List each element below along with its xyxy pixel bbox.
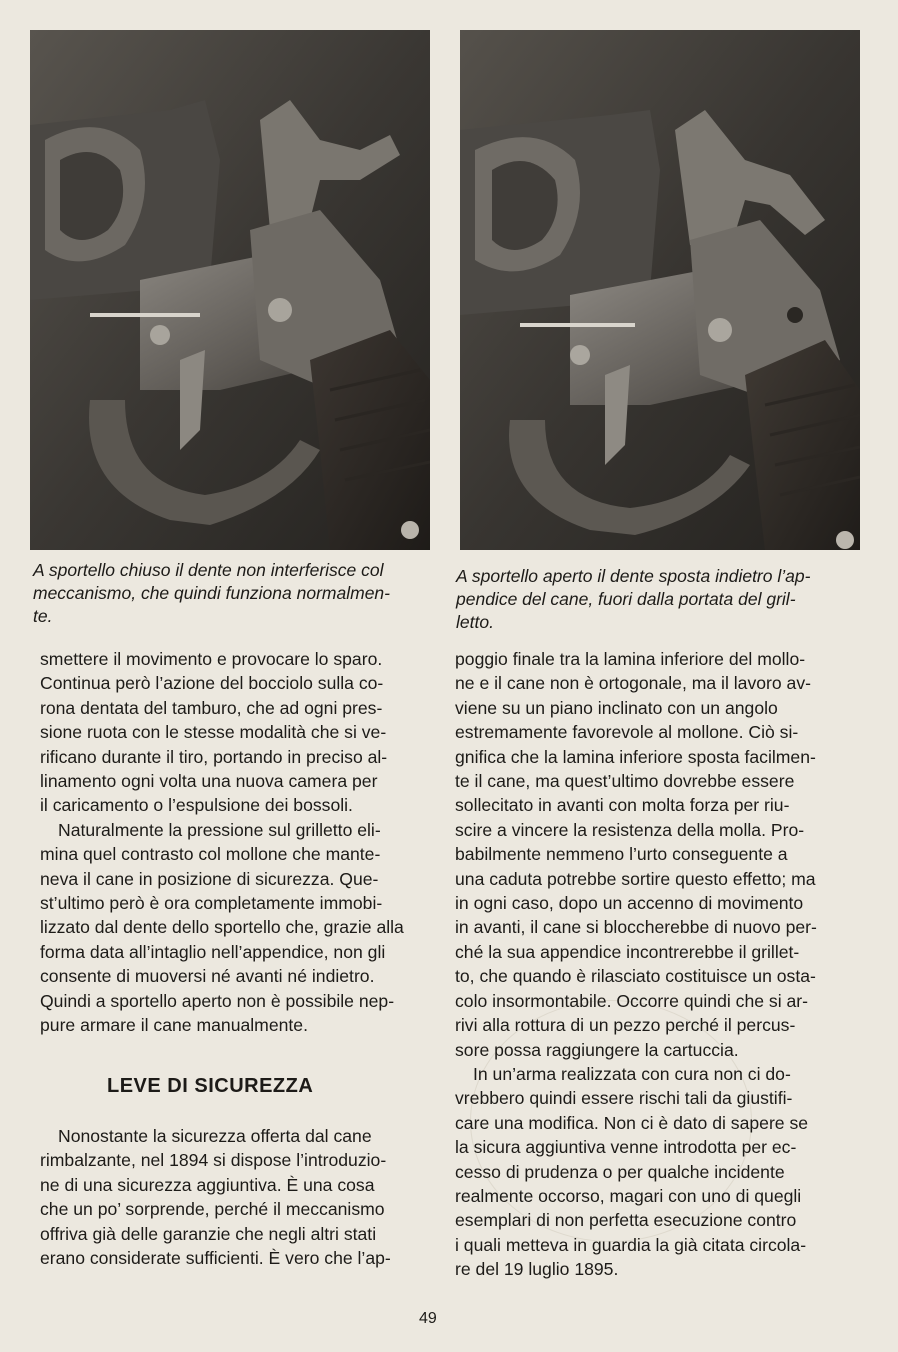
text-line: st’ultimo però è ora completamente immobi- [40, 893, 383, 914]
text-line: te il cane, ma quest’ultimo dovrebbe essere [455, 771, 795, 792]
text-line: cesso di prudenza o per qualche incidente [455, 1161, 785, 1182]
text-line: rona dentata del tamburo, che ad ogni pres- [40, 697, 383, 718]
caption-line: meccanismo, che quindi funziona normalmen- [33, 583, 390, 603]
text-line: care una modifica. Non ci è dato di sapere se [455, 1112, 809, 1133]
text-line: babilmente nemmeno l’urto conseguente a [455, 844, 788, 865]
body-column-left-section [40, 1124, 420, 1270]
text-line: vrebbero quindi essere rischi tali da giustifi- [455, 1088, 793, 1109]
text-line: sollecitato in avanti con molta forza per riu- [455, 795, 790, 816]
text-line: Nonostante la sicurezza offerta dal cane [58, 1126, 372, 1146]
photo-caption-left [33, 559, 428, 628]
text-line: gnifica che la lamina inferiore sposta facilmen- [455, 746, 816, 767]
text-line: colo insormontabile. Occorre quindi che si ar- [455, 990, 809, 1011]
text-line: ne di una sicurezza aggiuntiva. È una cosa [40, 1174, 375, 1195]
text-line: ne e il cane non è ortogonale, ma il lavoro av- [455, 673, 811, 694]
body-column-left [40, 647, 420, 1038]
text-line: forma data all’intaglio nell’appendice, non gli [40, 941, 386, 962]
text-line: realmente occorso, magari con uno di quegli [455, 1185, 802, 1206]
text-line: in avanti, il cane si bloccherebbe di nuovo per- [455, 917, 817, 938]
page-number: 49 [419, 1310, 437, 1327]
text-line: linamento ogni volta una nuova camera per [40, 771, 378, 792]
text-line: Continua però l’azione del bocciolo sulla co- [40, 673, 384, 694]
caption-line: A sportello aperto il dente sposta indietro l’ap- [456, 566, 811, 586]
caption-line: A sportello chiuso il dente non interferisce col [33, 560, 384, 580]
text-line: smettere il movimento e provocare lo sparo. [40, 649, 383, 669]
text-line: neva il cane in posizione di sicurezza. Que- [40, 868, 379, 889]
text-line: viene su un piano inclinato con un angolo [455, 697, 778, 718]
text-line: in ogni caso, dopo un accenno di movimento [455, 893, 804, 914]
text-line: pure armare il cane manualmente. [40, 1015, 308, 1036]
revolver-photo-open-gate [460, 30, 860, 550]
text-line: Naturalmente la pressione sul grilletto eli- [58, 819, 381, 840]
text-line: esemplari di non perfetta esecuzione contro [455, 1210, 797, 1231]
text-line: sore possa raggiungere la cartuccia. [455, 1039, 739, 1060]
photo-caption-right [456, 565, 856, 634]
revolver-photo-closed-gate [30, 30, 430, 550]
caption-line: letto. [456, 612, 494, 632]
text-line: che un po’ sorprende, perché il meccanismo [40, 1199, 385, 1220]
caption-line: pendice del cane, fuori dalla portata del gril- [456, 589, 796, 609]
text-line: i quali metteva in guardia la già citata circola- [455, 1234, 807, 1255]
text-line: In un’arma realizzata con cura non ci do- [473, 1063, 791, 1084]
text-line: rivi alla rottura di un pezzo perché il percus- [455, 1015, 796, 1036]
text-line: re del 19 luglio 1895. [455, 1259, 619, 1280]
text-line: ché la sua appendice incontrerebbe il grillet- [455, 941, 800, 962]
text-line: la sicura aggiuntiva venne introdotta per ec- [455, 1137, 797, 1158]
text-line: il caricamento o l’espulsione dei bossoli. [40, 795, 353, 816]
text-line: sione ruota con le stesse modalità che si ve- [40, 722, 387, 743]
text-line: rificano durante il tiro, portando in preciso al- [40, 746, 388, 767]
text-line: erano considerate sufficienti. È vero che l’ap- [40, 1248, 391, 1269]
caption-line: te. [33, 606, 53, 626]
text-line: offriva già delle garanzie che negli altri stati [40, 1223, 377, 1244]
section-heading: LEVE DI SICUREZZA [107, 1075, 314, 1097]
text-line: to, che quando è rilasciato costituisce un osta- [455, 966, 816, 987]
body-column-right [455, 647, 850, 1282]
text-line: Quindi a sportello aperto non è possibile nep- [40, 990, 395, 1011]
text-line: consente di muoversi né avanti né indietro. [40, 966, 375, 987]
text-line: lizzato dal dente dello sportello che, grazie alla [40, 917, 404, 938]
text-line: mina quel contrasto col mollone che mante- [40, 844, 381, 865]
text-line: una caduta potrebbe sortire questo effetto; ma [455, 868, 816, 889]
text-line: poggio finale tra la lamina inferiore del mollo- [455, 649, 806, 669]
text-line: rimbalzante, nel 1894 si dispose l’introduzio- [40, 1150, 387, 1171]
text-line: scire a vincere la resistenza della molla. Pro- [455, 819, 805, 840]
text-line: estremamente favorevole al mollone. Ciò si- [455, 722, 799, 743]
